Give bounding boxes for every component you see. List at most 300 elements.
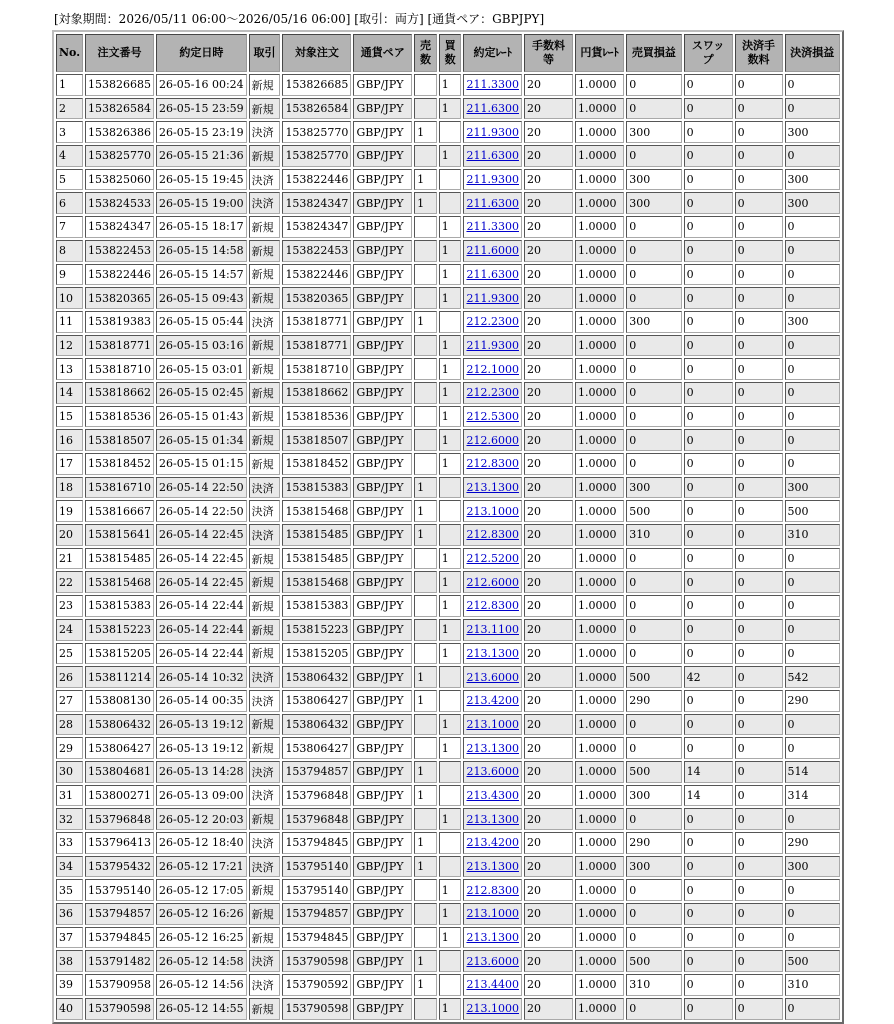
execution-rate-link[interactable]: 213.4200: [466, 836, 519, 850]
cell-yen-rate: 1.0000: [575, 169, 624, 191]
cell-execution-rate: [463, 192, 522, 214]
cell-settlement-pnl: 0: [785, 998, 840, 1020]
cell-execution-rate: [463, 500, 522, 522]
execution-rate-link[interactable]: 212.8300: [466, 528, 519, 542]
execution-rate-link[interactable]: 211.9300: [466, 291, 519, 305]
table-row: [56, 382, 840, 404]
cell-no: 8: [56, 240, 83, 262]
cell-execution-rate: [463, 98, 522, 120]
table-row: [56, 761, 840, 783]
cell-yen-rate: 1.0000: [575, 287, 624, 309]
cell-trade-type: 新規: [249, 98, 281, 120]
cell-yen-rate: 1.0000: [575, 311, 624, 333]
cell-yen-rate: 1.0000: [575, 714, 624, 736]
column-header-currency-pair: 通貨ペア: [353, 34, 412, 72]
execution-rate-link[interactable]: 211.3300: [466, 220, 519, 234]
cell-fee: 20: [524, 690, 573, 712]
cell-settlement-fee: 0: [735, 192, 783, 214]
cell-trade-type: 新規: [249, 287, 281, 309]
cell-yen-rate: 1.0000: [575, 666, 624, 688]
table-row: [56, 808, 840, 830]
cell-no: 40: [56, 998, 83, 1020]
cell-sell-qty: [414, 264, 437, 286]
cell-trade-type: 決済: [249, 477, 281, 499]
cell-swap: 0: [684, 903, 733, 925]
cell-trade-pnl: 500: [626, 761, 681, 783]
execution-rate-link[interactable]: 211.6300: [466, 267, 519, 281]
execution-rate-link[interactable]: 211.6000: [466, 244, 519, 258]
cell-execution-rate: [463, 145, 522, 167]
cell-execution-rate: [463, 216, 522, 238]
cell-buy-qty: 1: [439, 548, 462, 570]
cell-yen-rate: 1.0000: [575, 619, 624, 641]
cell-trade-type: 新規: [249, 74, 281, 96]
execution-rate-link[interactable]: 213.1300: [466, 741, 519, 755]
cell-currency-pair: GBP/JPY: [353, 548, 412, 570]
cell-no: 36: [56, 903, 83, 925]
cell-currency-pair: GBP/JPY: [353, 879, 412, 901]
cell-trade-pnl: 0: [626, 240, 681, 262]
cell-buy-qty: 1: [439, 998, 462, 1020]
cell-execution-rate: [463, 761, 522, 783]
cell-currency-pair: GBP/JPY: [353, 98, 412, 120]
cell-order-number: 153790598: [85, 998, 154, 1020]
cell-fee: 20: [524, 311, 573, 333]
cell-fee: 20: [524, 548, 573, 570]
cell-fee: 20: [524, 974, 573, 996]
cell-execution-rate: [463, 998, 522, 1020]
cell-sell-qty: [414, 240, 437, 262]
cell-currency-pair: GBP/JPY: [353, 524, 412, 546]
cell-trade-type: 新規: [249, 429, 281, 451]
cell-trade-pnl: 310: [626, 524, 681, 546]
cell-trade-pnl: 0: [626, 998, 681, 1020]
execution-rate-link[interactable]: 213.1000: [466, 504, 519, 518]
cell-sell-qty: [414, 145, 437, 167]
header-row: [56, 34, 840, 72]
cell-buy-qty: [439, 690, 462, 712]
table-row: [56, 785, 840, 807]
cell-sell-qty: 1: [414, 761, 437, 783]
cell-swap: 0: [684, 832, 733, 854]
execution-rate-link[interactable]: 212.2300: [466, 315, 519, 329]
cell-target-order: 153815485: [282, 524, 351, 546]
cell-currency-pair: GBP/JPY: [353, 311, 412, 333]
execution-rate-link[interactable]: 213.6000: [466, 670, 519, 684]
cell-fee: 20: [524, 335, 573, 357]
execution-rate-link[interactable]: 213.4300: [466, 788, 519, 802]
cell-settlement-fee: 0: [735, 548, 783, 570]
cell-fee: 20: [524, 500, 573, 522]
cell-order-number: 153822446: [85, 264, 154, 286]
cell-order-number: 153818662: [85, 382, 154, 404]
cell-settlement-fee: 0: [735, 335, 783, 357]
trade-history-table: [52, 30, 844, 1024]
cell-execution-rate: [463, 619, 522, 641]
cell-swap: 0: [684, 311, 733, 333]
cell-trade-type: 新規: [249, 643, 281, 665]
cell-yen-rate: 1.0000: [575, 524, 624, 546]
cell-execution-datetime: 26-05-15 05:44: [156, 311, 247, 333]
cell-execution-rate: [463, 406, 522, 428]
execution-rate-link[interactable]: 213.4200: [466, 694, 519, 708]
cell-execution-rate: [463, 264, 522, 286]
cell-order-number: 153818710: [85, 358, 154, 380]
cell-trade-pnl: 0: [626, 429, 681, 451]
cell-target-order: 153824347: [282, 192, 351, 214]
cell-settlement-pnl: 0: [785, 453, 840, 475]
execution-rate-link[interactable]: 211.3300: [466, 78, 519, 92]
cell-sell-qty: [414, 335, 437, 357]
execution-rate-link[interactable]: 211.9300: [466, 173, 519, 187]
cell-yen-rate: 1.0000: [575, 595, 624, 617]
cell-trade-pnl: 0: [626, 595, 681, 617]
cell-fee: 20: [524, 643, 573, 665]
execution-rate-link[interactable]: 212.6000: [466, 433, 519, 447]
cell-execution-datetime: 26-05-15 02:45: [156, 382, 247, 404]
cell-swap: 0: [684, 406, 733, 428]
table-row: [56, 950, 840, 972]
cell-execution-datetime: 26-05-14 22:45: [156, 571, 247, 593]
cell-buy-qty: 1: [439, 335, 462, 357]
cell-trade-type: 決済: [249, 950, 281, 972]
table-row: [56, 145, 840, 167]
cell-swap: 42: [684, 666, 733, 688]
cell-currency-pair: GBP/JPY: [353, 974, 412, 996]
cell-sell-qty: [414, 358, 437, 380]
cell-execution-rate: [463, 382, 522, 404]
table-row: [56, 524, 840, 546]
cell-currency-pair: GBP/JPY: [353, 429, 412, 451]
execution-rate-link[interactable]: 213.1100: [466, 623, 519, 637]
cell-settlement-fee: 0: [735, 382, 783, 404]
execution-rate-link[interactable]: 213.1000: [466, 1002, 519, 1016]
cell-settlement-pnl: 0: [785, 98, 840, 120]
cell-settlement-fee: 0: [735, 453, 783, 475]
cell-execution-datetime: 26-05-15 23:19: [156, 121, 247, 143]
cell-settlement-pnl: 314: [785, 785, 840, 807]
cell-fee: 20: [524, 950, 573, 972]
execution-rate-link[interactable]: 211.6300: [466, 196, 519, 210]
cell-buy-qty: 1: [439, 595, 462, 617]
cell-yen-rate: 1.0000: [575, 856, 624, 878]
execution-rate-link[interactable]: 212.8300: [466, 457, 519, 471]
cell-buy-qty: 1: [439, 737, 462, 759]
cell-currency-pair: GBP/JPY: [353, 643, 412, 665]
cell-buy-qty: 1: [439, 98, 462, 120]
cell-no: 17: [56, 453, 83, 475]
cell-currency-pair: GBP/JPY: [353, 145, 412, 167]
cell-no: 35: [56, 879, 83, 901]
execution-rate-link[interactable]: 213.6000: [466, 954, 519, 968]
cell-order-number: 153826584: [85, 98, 154, 120]
cell-settlement-pnl: 300: [785, 192, 840, 214]
execution-rate-link[interactable]: 213.1000: [466, 907, 519, 921]
cell-execution-datetime: 26-05-15 03:16: [156, 335, 247, 357]
cell-execution-datetime: 26-05-12 14:56: [156, 974, 247, 996]
execution-rate-link[interactable]: 213.1000: [466, 717, 519, 731]
cell-swap: 0: [684, 595, 733, 617]
cell-buy-qty: [439, 500, 462, 522]
cell-fee: 20: [524, 192, 573, 214]
cell-trade-type: 決済: [249, 832, 281, 854]
cell-trade-type: 新規: [249, 335, 281, 357]
execution-rate-link[interactable]: 212.5300: [466, 409, 519, 423]
cell-buy-qty: [439, 950, 462, 972]
cell-no: 31: [56, 785, 83, 807]
cell-sell-qty: [414, 382, 437, 404]
execution-rate-link[interactable]: 211.9300: [466, 125, 519, 139]
column-header-order-number: 注文番号: [85, 34, 154, 72]
execution-rate-link[interactable]: 213.1300: [466, 481, 519, 495]
cell-execution-datetime: 26-05-13 09:00: [156, 785, 247, 807]
cell-settlement-pnl: 0: [785, 382, 840, 404]
cell-currency-pair: GBP/JPY: [353, 595, 412, 617]
execution-rate-link[interactable]: 212.2300: [466, 386, 519, 400]
cell-order-number: 153800271: [85, 785, 154, 807]
cell-settlement-fee: 0: [735, 74, 783, 96]
cell-settlement-pnl: 0: [785, 619, 840, 641]
cell-swap: 0: [684, 714, 733, 736]
cell-yen-rate: 1.0000: [575, 879, 624, 901]
table-row: [56, 619, 840, 641]
cell-execution-datetime: 26-05-14 22:50: [156, 477, 247, 499]
cell-target-order: 153790598: [282, 998, 351, 1020]
cell-buy-qty: [439, 192, 462, 214]
cell-fee: 20: [524, 808, 573, 830]
cell-target-order: 153825770: [282, 145, 351, 167]
execution-rate-link[interactable]: 213.1300: [466, 931, 519, 945]
cell-swap: 0: [684, 950, 733, 972]
cell-trade-pnl: 0: [626, 879, 681, 901]
cell-no: 34: [56, 856, 83, 878]
cell-sell-qty: 1: [414, 192, 437, 214]
cell-fee: 20: [524, 856, 573, 878]
execution-rate-link[interactable]: 212.5200: [466, 552, 519, 566]
cell-swap: 0: [684, 500, 733, 522]
cell-execution-rate: [463, 453, 522, 475]
cell-yen-rate: 1.0000: [575, 382, 624, 404]
cell-swap: 0: [684, 453, 733, 475]
table-row: [56, 287, 840, 309]
execution-rate-link[interactable]: 213.1300: [466, 860, 519, 874]
cell-buy-qty: [439, 974, 462, 996]
cell-execution-rate: [463, 240, 522, 262]
cell-settlement-fee: 0: [735, 808, 783, 830]
cell-target-order: 153815383: [282, 477, 351, 499]
cell-target-order: 153824347: [282, 216, 351, 238]
cell-execution-rate: [463, 74, 522, 96]
cell-target-order: 153794845: [282, 832, 351, 854]
cell-trade-type: 決済: [249, 169, 281, 191]
column-header-execution-datetime: 約定日時: [156, 34, 247, 72]
execution-rate-link[interactable]: 212.8300: [466, 599, 519, 613]
cell-settlement-pnl: 300: [785, 169, 840, 191]
cell-order-number: 153815383: [85, 595, 154, 617]
table-row: [56, 595, 840, 617]
cell-fee: 20: [524, 358, 573, 380]
cell-buy-qty: 1: [439, 903, 462, 925]
cell-swap: 0: [684, 216, 733, 238]
cell-execution-rate: [463, 903, 522, 925]
execution-rate-link[interactable]: 212.6000: [466, 575, 519, 589]
cell-buy-qty: [439, 785, 462, 807]
cell-no: 2: [56, 98, 83, 120]
cell-settlement-fee: 0: [735, 974, 783, 996]
table-row: [56, 98, 840, 120]
cell-execution-datetime: 26-05-15 19:00: [156, 192, 247, 214]
cell-buy-qty: 1: [439, 571, 462, 593]
cell-currency-pair: GBP/JPY: [353, 903, 412, 925]
cell-currency-pair: GBP/JPY: [353, 998, 412, 1020]
table-row: [56, 548, 840, 570]
cell-trade-pnl: 300: [626, 192, 681, 214]
cell-execution-datetime: 26-05-14 10:32: [156, 666, 247, 688]
execution-rate-link[interactable]: 213.1300: [466, 812, 519, 826]
execution-rate-link[interactable]: 213.6000: [466, 765, 519, 779]
cell-settlement-fee: 0: [735, 950, 783, 972]
cell-trade-type: 決済: [249, 761, 281, 783]
cell-order-number: 153815485: [85, 548, 154, 570]
cell-yen-rate: 1.0000: [575, 216, 624, 238]
table-row: [56, 453, 840, 475]
cell-sell-qty: 1: [414, 121, 437, 143]
cell-settlement-fee: 0: [735, 571, 783, 593]
cell-trade-pnl: 0: [626, 382, 681, 404]
cell-yen-rate: 1.0000: [575, 477, 624, 499]
cell-execution-datetime: 26-05-12 17:05: [156, 879, 247, 901]
cell-no: 3: [56, 121, 83, 143]
cell-trade-type: 新規: [249, 240, 281, 262]
cell-yen-rate: 1.0000: [575, 690, 624, 712]
execution-rate-link[interactable]: 212.8300: [466, 883, 519, 897]
cell-settlement-fee: 0: [735, 761, 783, 783]
cell-trade-pnl: 500: [626, 666, 681, 688]
cell-target-order: 153818452: [282, 453, 351, 475]
cell-yen-rate: 1.0000: [575, 832, 624, 854]
cell-target-order: 153795140: [282, 879, 351, 901]
cell-execution-rate: [463, 643, 522, 665]
cell-settlement-fee: 0: [735, 406, 783, 428]
cell-settlement-fee: 0: [735, 169, 783, 191]
table-row: [56, 192, 840, 214]
cell-execution-datetime: 26-05-15 09:43: [156, 287, 247, 309]
cell-settlement-pnl: 514: [785, 761, 840, 783]
table-row: [56, 74, 840, 96]
cell-currency-pair: GBP/JPY: [353, 121, 412, 143]
cell-settlement-fee: 0: [735, 121, 783, 143]
cell-currency-pair: GBP/JPY: [353, 619, 412, 641]
execution-rate-link[interactable]: 213.4400: [466, 978, 519, 992]
cell-order-number: 153815468: [85, 571, 154, 593]
cell-yen-rate: 1.0000: [575, 761, 624, 783]
cell-settlement-pnl: 0: [785, 548, 840, 570]
cell-buy-qty: [439, 121, 462, 143]
cell-settlement-fee: 0: [735, 690, 783, 712]
cell-sell-qty: 1: [414, 832, 437, 854]
cell-execution-rate: [463, 595, 522, 617]
cell-execution-rate: [463, 808, 522, 830]
cell-execution-datetime: 26-05-12 16:26: [156, 903, 247, 925]
cell-sell-qty: 1: [414, 690, 437, 712]
cell-yen-rate: 1.0000: [575, 548, 624, 570]
cell-settlement-fee: 0: [735, 500, 783, 522]
table-row: [56, 477, 840, 499]
cell-buy-qty: 1: [439, 714, 462, 736]
cell-order-number: 153808130: [85, 690, 154, 712]
cell-no: 32: [56, 808, 83, 830]
cell-buy-qty: 1: [439, 643, 462, 665]
cell-fee: 20: [524, 406, 573, 428]
cell-no: 26: [56, 666, 83, 688]
cell-buy-qty: 1: [439, 358, 462, 380]
cell-trade-type: 新規: [249, 216, 281, 238]
execution-rate-link[interactable]: 211.6300: [466, 149, 519, 163]
cell-trade-type: 新規: [249, 927, 281, 949]
cell-no: 9: [56, 264, 83, 286]
cell-swap: 0: [684, 98, 733, 120]
cell-settlement-fee: 0: [735, 714, 783, 736]
cell-currency-pair: GBP/JPY: [353, 264, 412, 286]
cell-swap: 14: [684, 761, 733, 783]
cell-currency-pair: GBP/JPY: [353, 666, 412, 688]
report-filter-caption: [対象期間：2026/05/11 06:00〜2026/05/16 06:00] [取引：両方] [通貨ペア：GBPJPY]: [54, 12, 545, 26]
cell-target-order: 153806427: [282, 690, 351, 712]
cell-sell-qty: [414, 429, 437, 451]
cell-order-number: 153818507: [85, 429, 154, 451]
cell-order-number: 153791482: [85, 950, 154, 972]
cell-fee: 20: [524, 595, 573, 617]
execution-rate-link[interactable]: 212.1000: [466, 362, 519, 376]
cell-order-number: 153796413: [85, 832, 154, 854]
cell-fee: 20: [524, 879, 573, 901]
cell-trade-pnl: 0: [626, 287, 681, 309]
cell-buy-qty: 1: [439, 264, 462, 286]
cell-settlement-pnl: 0: [785, 714, 840, 736]
cell-order-number: 153815223: [85, 619, 154, 641]
cell-trade-type: 新規: [249, 548, 281, 570]
table-row: [56, 311, 840, 333]
cell-trade-type: 決済: [249, 192, 281, 214]
execution-rate-link[interactable]: 213.1300: [466, 646, 519, 660]
cell-no: 5: [56, 169, 83, 191]
cell-settlement-fee: 0: [735, 429, 783, 451]
cell-fee: 20: [524, 382, 573, 404]
cell-trade-pnl: 0: [626, 358, 681, 380]
cell-currency-pair: GBP/JPY: [353, 169, 412, 191]
column-header-target-order: 対象注文: [282, 34, 351, 72]
cell-swap: 0: [684, 264, 733, 286]
cell-execution-rate: [463, 335, 522, 357]
cell-settlement-fee: 0: [735, 477, 783, 499]
cell-target-order: 153806427: [282, 737, 351, 759]
cell-trade-type: 決済: [249, 524, 281, 546]
cell-trade-pnl: 300: [626, 169, 681, 191]
cell-fee: 20: [524, 998, 573, 1020]
cell-target-order: 153815485: [282, 548, 351, 570]
cell-target-order: 153794857: [282, 903, 351, 925]
cell-sell-qty: 1: [414, 974, 437, 996]
cell-no: 18: [56, 477, 83, 499]
cell-yen-rate: 1.0000: [575, 264, 624, 286]
cell-execution-rate: [463, 169, 522, 191]
cell-sell-qty: [414, 714, 437, 736]
table-row: [56, 335, 840, 357]
execution-rate-link[interactable]: 211.6300: [466, 102, 519, 116]
execution-rate-link[interactable]: 211.9300: [466, 338, 519, 352]
table-row: [56, 571, 840, 593]
cell-execution-datetime: 26-05-14 22:44: [156, 619, 247, 641]
